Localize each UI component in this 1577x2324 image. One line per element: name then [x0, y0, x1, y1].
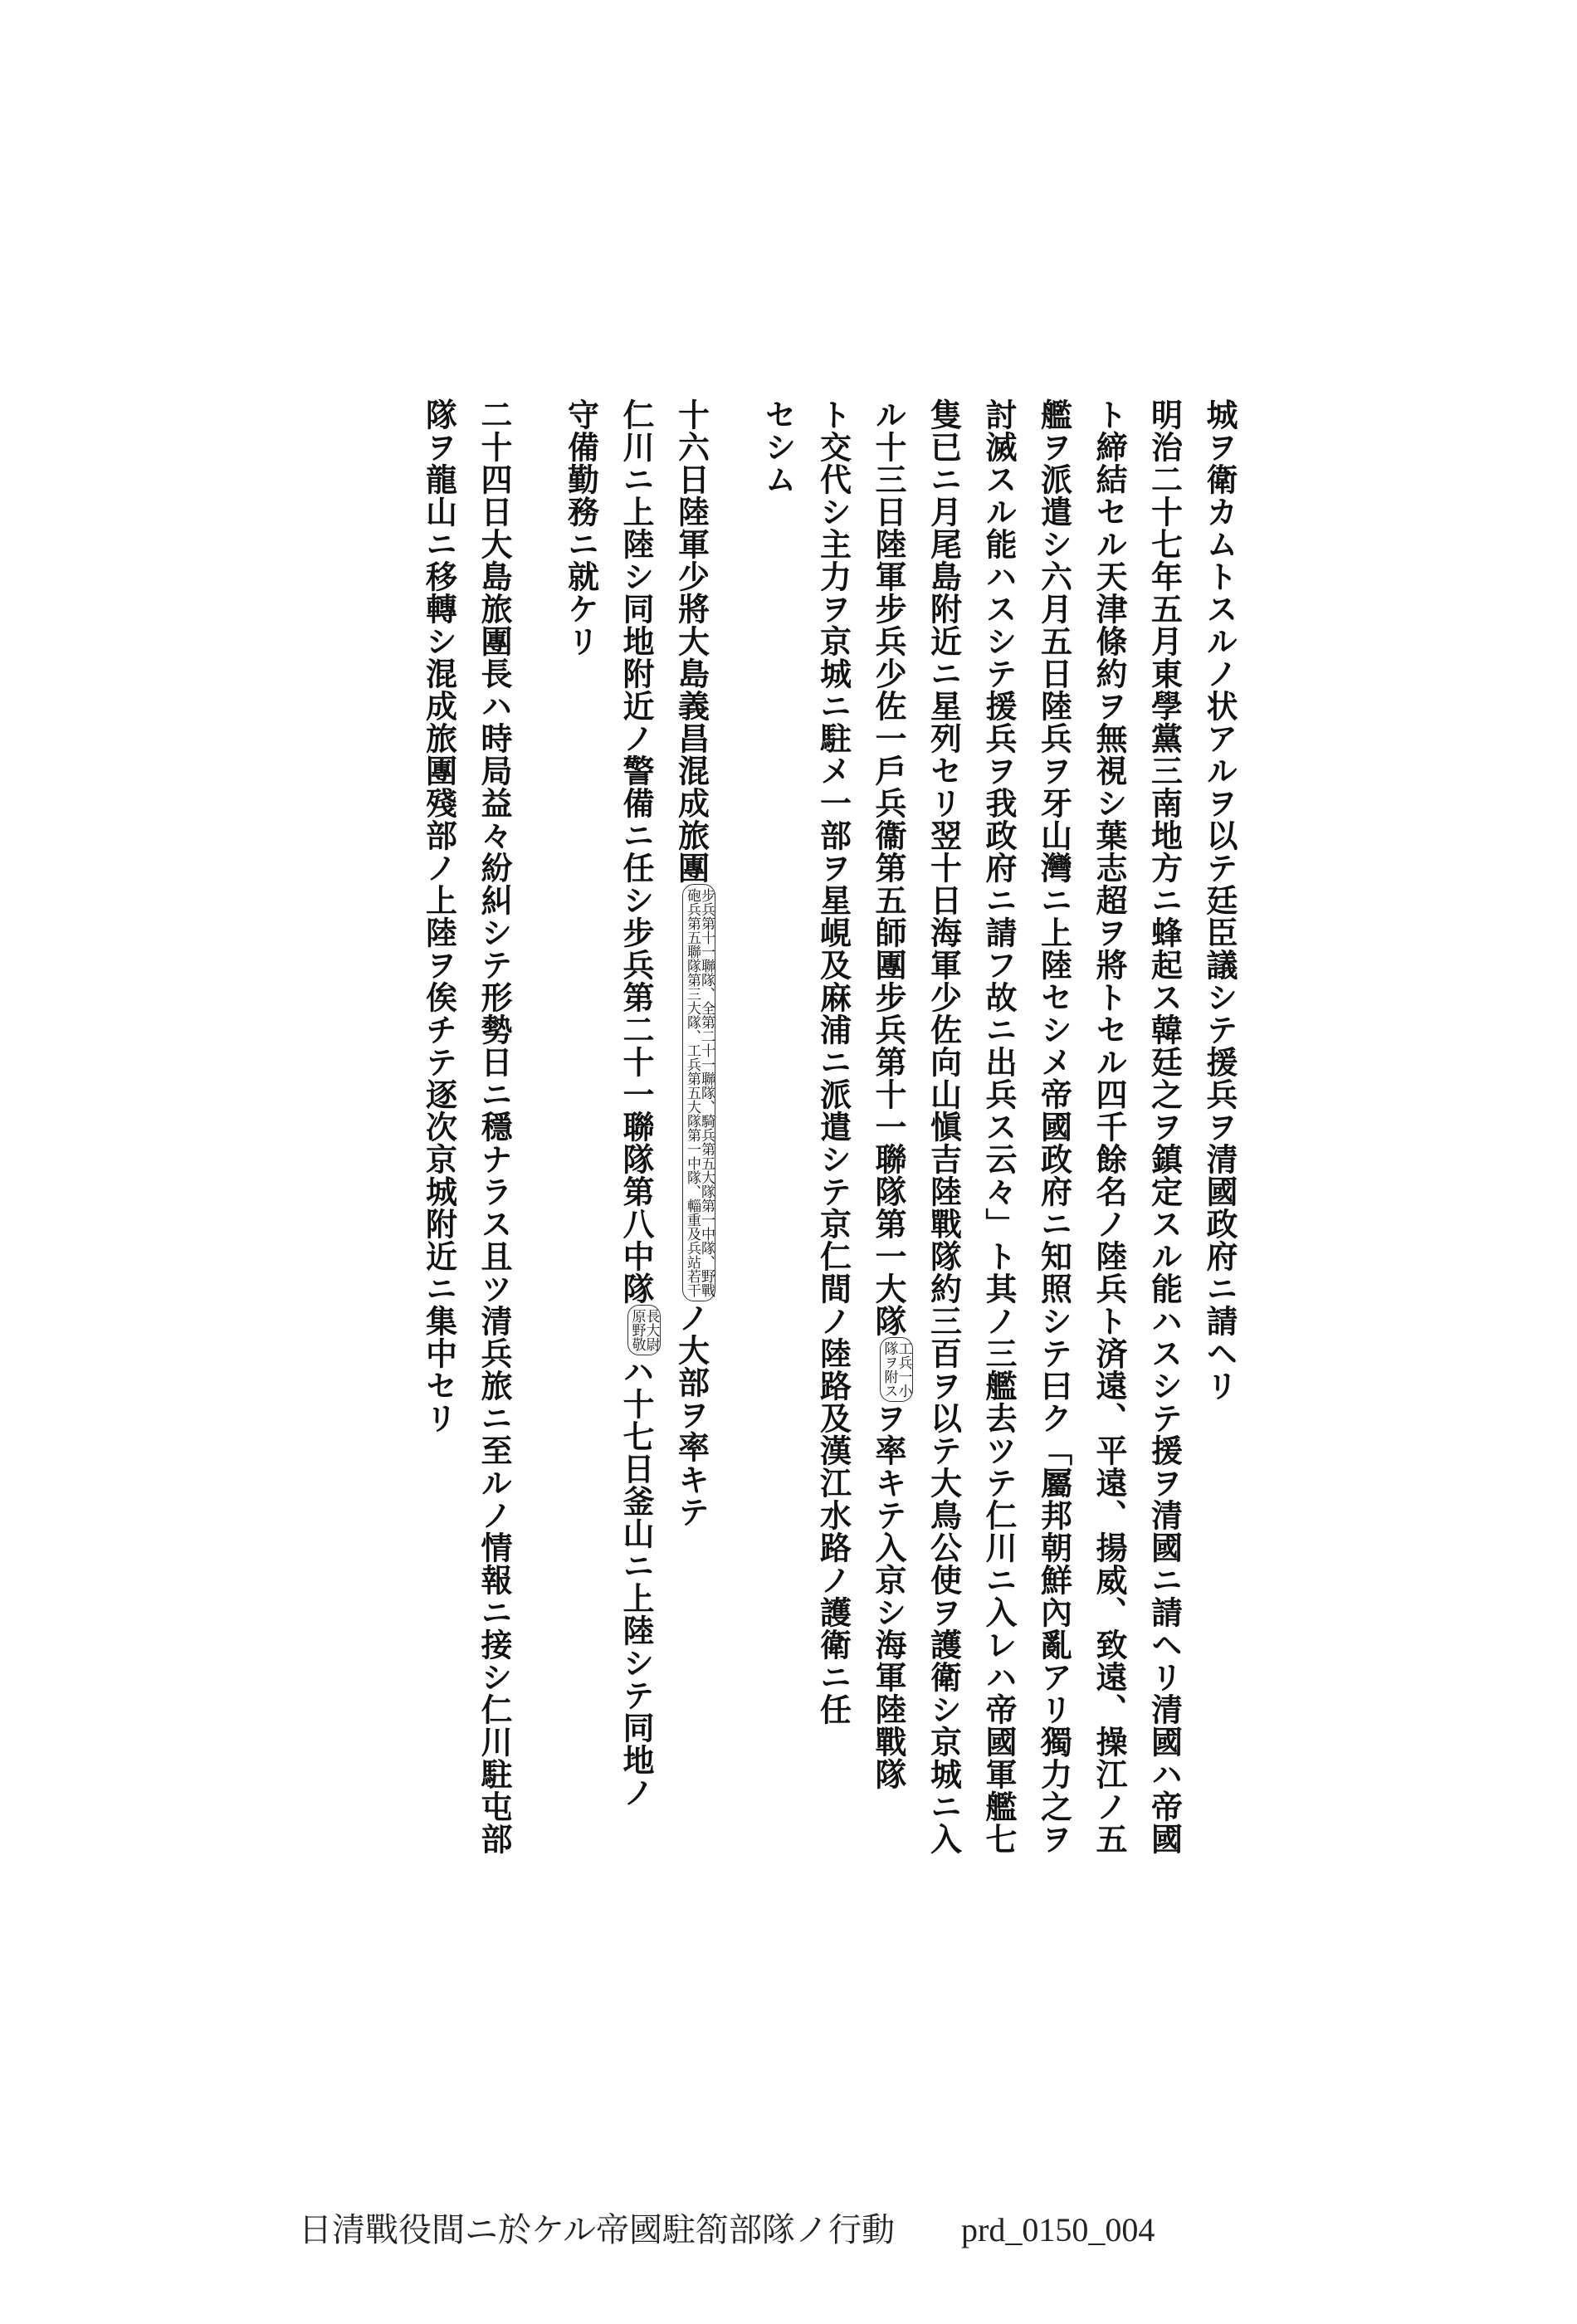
- text-segment: ル十三日陸軍步兵少佐一戶兵衞第五師團步兵第十一聯隊第一大隊: [870, 398, 907, 1337]
- text-segment: 十六日陸軍少將大島義昌混成旅團: [672, 398, 710, 884]
- text-segment: 城ヲ衛カムトスルノ状アルヲ以テ廷臣議シテ援兵ヲ清國政府ニ請ヘリ: [1201, 398, 1238, 1402]
- text-line: [411, 398, 466, 1975]
- inline-note-line: 工兵一小: [895, 1341, 912, 1398]
- text-segment: ハ十七日釜山ニ上陸シテ同地ノ: [618, 1355, 655, 1809]
- text-segment: 仁川ニ上陸シ同地附近ノ警備ニ任シ步兵第二十一聯隊第八中隊: [618, 398, 655, 1305]
- inline-note: [627, 1305, 661, 1355]
- text-segment: 隊ヲ龍山ニ移轉シ混成旅團殘部ノ上陸ヲ俟チテ逐次京城附近ニ集中セリ: [420, 398, 458, 1434]
- text-segment: 守備勤務ニ就ケリ: [562, 398, 600, 657]
- page-caption: [299, 2204, 1155, 2251]
- inline-note: [682, 884, 715, 1301]
- text-line: [1192, 398, 1279, 1975]
- text-line: [608, 398, 664, 1975]
- text-segment: 二十四日大島旅團長ハ時局益々紛糾シテ形勢日ニ穩ナラス且ツ清兵旅ニ至ルノ情報ニ接シ仁川駐屯部: [476, 398, 513, 1855]
- text-segment: セシム: [759, 398, 797, 496]
- text-line: [663, 398, 750, 1975]
- text-segment: 討滅スル能ハスシテ援兵ヲ我政府ニ請フ故ニ出兵ス云々」ト其ノ三艦去ツテ仁川ニ入レハ帝國軍艦七: [980, 398, 1018, 1855]
- text-line: [805, 398, 861, 1975]
- text-line: [1026, 398, 1081, 1975]
- text-line: [466, 398, 554, 1975]
- text-segment: ヲ率キテ入京シ海軍陸戰隊: [870, 1402, 907, 1790]
- text-line: [861, 398, 916, 1975]
- inline-note-line: 步兵第十一聯隊、全第二十一聯隊、騎兵第五大隊第一中隊、野戰: [698, 888, 715, 1297]
- text-segment: 艦ヲ派遣シ六月五日陸兵ヲ牙山灣ニ上陸セシメ帝國政府ニ知照シテ曰ク「屬邦朝鮮內亂アリ獨力之ヲ: [1035, 398, 1073, 1855]
- caption-doc-id: prd_0150_004: [961, 2211, 1155, 2248]
- text-segment: ノ大部ヲ率キテ: [672, 1301, 710, 1528]
- inline-note-line: 長大尉: [642, 1309, 660, 1351]
- text-segment: ト交代シ主力ヲ京城ニ駐メ一部ヲ星峴及麻浦ニ派遣シテ京仁間ノ陸路及漢江水路ノ護衛ニ任: [814, 398, 852, 1726]
- vertical-text-block: [282, 398, 1278, 1975]
- inline-note-line: 原野敬: [628, 1309, 646, 1351]
- text-line: [971, 398, 1027, 1975]
- text-segment: 明治二十七年五月東學黨三南地方ニ蜂起ス韓廷之ヲ鎮定スル能ハスシテ援ヲ清國ニ請ヘリ清國ハ帝國: [1145, 398, 1184, 1855]
- text-line: [1136, 398, 1192, 1975]
- text-line: [750, 398, 806, 1975]
- text-line: [915, 398, 971, 1975]
- caption-title: 日清戰役間ニ於ケル帝國駐箚部隊ノ行動: [299, 2211, 895, 2249]
- text-line: [1081, 398, 1137, 1975]
- text-line: [553, 398, 608, 1975]
- inline-note: [880, 1337, 913, 1402]
- inline-note-line: 隊ヲ附ス: [881, 1341, 898, 1398]
- inline-note-line: 砲兵第五聯隊第三大隊、工兵第五大隊第一中隊、輜重及兵站若干: [684, 888, 701, 1297]
- text-segment: ト締結セル天津條約ヲ無視シ葉志超ヲ將トセル四千餘名ノ陸兵ト済遠、平遠、揚威、致遠、操江ノ五: [1091, 398, 1128, 1855]
- text-segment: 隻已ニ月尾島附近ニ星列セリ翌十日海軍少佐向山愼吉陸戰隊約三百ヲ以テ大鳥公使ヲ護衛シ京城ニ入: [925, 398, 963, 1855]
